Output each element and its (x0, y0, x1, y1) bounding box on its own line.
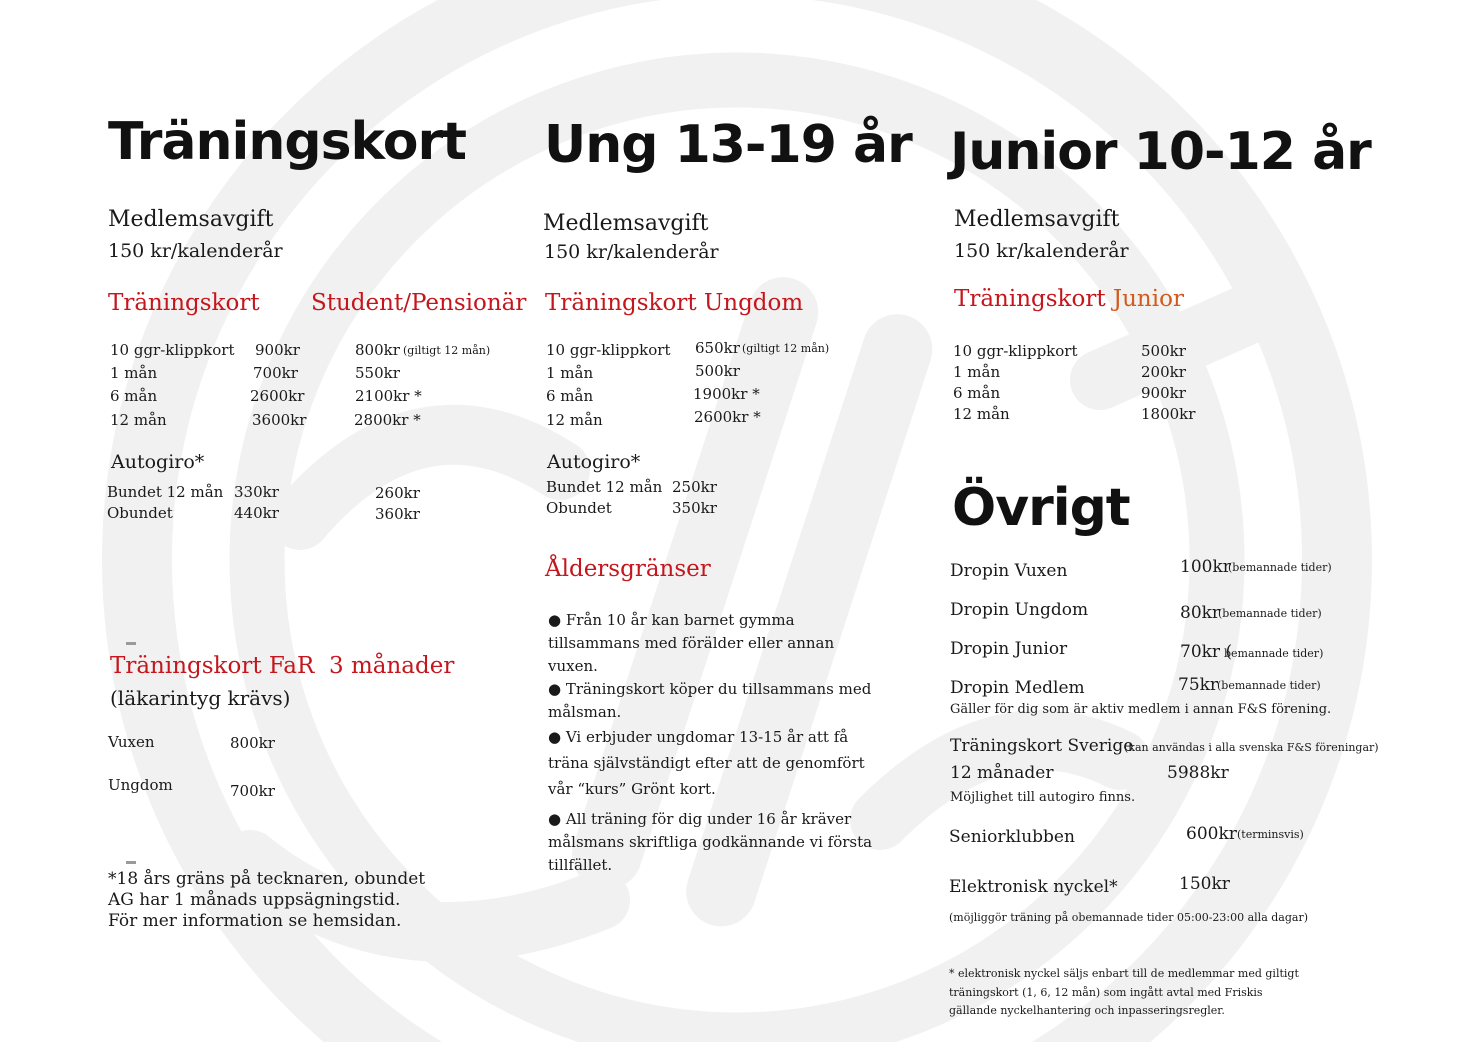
sverige-note: (kan användas i alla svenska F&S föreningar) (1124, 741, 1379, 754)
fee-label: Medlemsavgift (543, 211, 709, 236)
autogiro-title: Autogiro* (111, 451, 205, 473)
row-price: 900kr (255, 341, 300, 359)
far-period: 3 månader (329, 653, 455, 679)
sverige-info: Möjlighet till autogiro finns. (950, 790, 1136, 805)
autogiro-price: 440kr (234, 504, 279, 522)
autogiro-student-price: 360kr (375, 505, 420, 523)
dropin-price: 100kr (1180, 557, 1231, 577)
key-info: (möjliggör träning på obemannade tider 05:00-23:00 alla dagar) (949, 911, 1309, 924)
far-row-label: Vuxen (108, 733, 155, 751)
heading-student: Student/Pensionär (311, 290, 527, 316)
row-label: 6 mån (953, 384, 1001, 402)
heading-aldersgranser: Åldersgränser (545, 556, 711, 582)
heading-ungdom: Träningskort Ungdom (545, 290, 804, 316)
dropin-note: (bemannade tider) (1218, 607, 1322, 620)
row-price: 2600kr (250, 387, 305, 405)
dash-divider (126, 861, 136, 864)
row-price: 200kr (1141, 363, 1186, 381)
far-row-price: 800kr (230, 734, 275, 752)
row-label: 12 mån (110, 411, 167, 429)
list-item: ● Från 10 år kan barnet gymma tillsammans med förälder eller annan vuxen. (548, 611, 835, 675)
fee-label: Medlemsavgift (954, 207, 1120, 232)
autogiro-label: Bundet 12 mån (107, 483, 224, 501)
bullet-icon: ● (548, 680, 566, 698)
dropin-price: 70kr ( (1180, 642, 1233, 662)
dropin-medlem-info: Gäller för dig som är aktiv medlem i annan F&S förening. (950, 702, 1332, 717)
key-label: Elektronisk nyckel* (949, 877, 1118, 897)
autogiro-student-price: 260kr (375, 484, 420, 502)
row-price: 900kr (1141, 384, 1186, 402)
row-price: 650kr (695, 339, 740, 357)
dropin-label: Dropin Junior (950, 639, 1068, 659)
senior-label: Seniorklubben (949, 827, 1075, 847)
far-subtitle: (läkarintyg krävs) (110, 686, 291, 710)
heading-junior-prefix: Träningskort (954, 286, 1106, 312)
row-price: 3600kr (252, 411, 307, 429)
fee-value: 150 kr/kalenderår (954, 240, 1129, 262)
autogiro-label: Bundet 12 mån (546, 478, 663, 496)
dropin-note: bemannade tider) (1224, 647, 1324, 660)
far-row-label: Ungdom (108, 776, 173, 794)
row-student-price: 2800kr * (354, 411, 421, 429)
row-note: (giltigt 12 mån) (403, 344, 491, 357)
row-price: 500kr (695, 362, 740, 380)
list-item: ● Träningskort köper du tillsammans med målsman. (548, 680, 872, 721)
autogiro-price: 330kr (234, 483, 279, 501)
autogiro-label: Obundet (546, 499, 612, 517)
autogiro-price: 350kr (672, 499, 717, 517)
fee-value: 150 kr/kalenderår (544, 241, 719, 263)
sverige-period: 12 månader (950, 763, 1054, 783)
row-note: (giltigt 12 mån) (742, 342, 830, 355)
row-price: 700kr (253, 364, 298, 382)
row-label: 12 mån (546, 411, 603, 429)
far-row-price: 700kr (230, 782, 275, 800)
row-student-price: 800kr (355, 341, 400, 359)
sverige-price: 5988kr (1167, 763, 1229, 783)
row-price: 2600kr * (694, 408, 761, 426)
dropin-price: 75kr (1178, 675, 1219, 695)
bullet-icon: ● (548, 728, 566, 746)
dropin-price: 80kr (1180, 603, 1221, 623)
bullet-icon: ● (548, 611, 566, 629)
fee-value: 150 kr/kalenderår (108, 240, 283, 262)
autogiro-label: Obundet (107, 504, 173, 522)
row-label: 1 mån (110, 364, 158, 382)
page-title-traningskort: Träningskort (108, 112, 466, 172)
row-student-price: 2100kr * (355, 387, 422, 405)
row-student-price: 550kr (355, 364, 400, 382)
fee-label: Medlemsavgift (108, 207, 274, 232)
row-price: 500kr (1141, 342, 1186, 360)
bullet-icon: ● (548, 810, 566, 828)
page-title-ovrigt: Övrigt (952, 478, 1130, 538)
page-title-ung: Ung 13-19 år (544, 115, 912, 175)
heading-far: Träningskort FaR (110, 653, 315, 679)
heading-junior (954, 286, 1184, 312)
row-label: 6 mån (546, 387, 594, 405)
age-rule-list (548, 609, 878, 877)
senior-price: 600kr (1186, 824, 1237, 844)
key-footnote-line: träningskort (1, 6, 12 mån) som ingått avtal med Friskis (949, 986, 1263, 999)
dropin-note: (bemannade tider) (1217, 679, 1321, 692)
footnote-autogiro: *18 års gräns på tecknaren, obundet AG har 1 månads uppsägningstid. För mer information se hemsidan. (108, 869, 426, 931)
list-item: ● Vi erbjuder ungdomar 13-15 år att få träna självständigt efter att de genomfört vår “kurs” Grönt kort. (548, 728, 865, 798)
row-label: 12 mån (953, 405, 1010, 423)
row-label: 6 mån (110, 387, 158, 405)
row-label: 10 ggr-klippkort (546, 341, 671, 359)
sverige-title: Träningskort Sverige (950, 736, 1134, 756)
dropin-label: Dropin Vuxen (950, 561, 1068, 581)
key-price: 150kr (1179, 874, 1230, 894)
row-label: 10 ggr-klippkort (953, 342, 1078, 360)
heading-regular: Träningskort (108, 290, 260, 316)
row-label: 10 ggr-klippkort (110, 341, 235, 359)
row-label: 1 mån (953, 363, 1001, 381)
dropin-label: Dropin Ungdom (950, 600, 1089, 620)
heading-junior-suffix: Junior (1112, 286, 1184, 312)
row-price: 1900kr * (693, 385, 760, 403)
page-title-junior: Junior 10-12 år (950, 122, 1371, 182)
key-footnote-line: gällande nyckelhantering och inpasseringsregler. (949, 1004, 1225, 1017)
autogiro-title: Autogiro* (547, 451, 641, 473)
dash-divider (126, 642, 136, 645)
autogiro-price: 250kr (672, 478, 717, 496)
dropin-label: Dropin Medlem (950, 678, 1085, 698)
row-label: 1 mån (546, 364, 594, 382)
key-footnote-line: * elektronisk nyckel säljs enbart till de medlemmar med giltigt (949, 967, 1299, 980)
senior-note: (terminsvis) (1237, 828, 1304, 841)
dropin-note: (bemannade tider) (1228, 561, 1332, 574)
list-item: ● All träning för dig under 16 år kräver målsmans skriftliga godkännande vi första tillfället. (548, 810, 873, 874)
row-price: 1800kr (1141, 405, 1196, 423)
